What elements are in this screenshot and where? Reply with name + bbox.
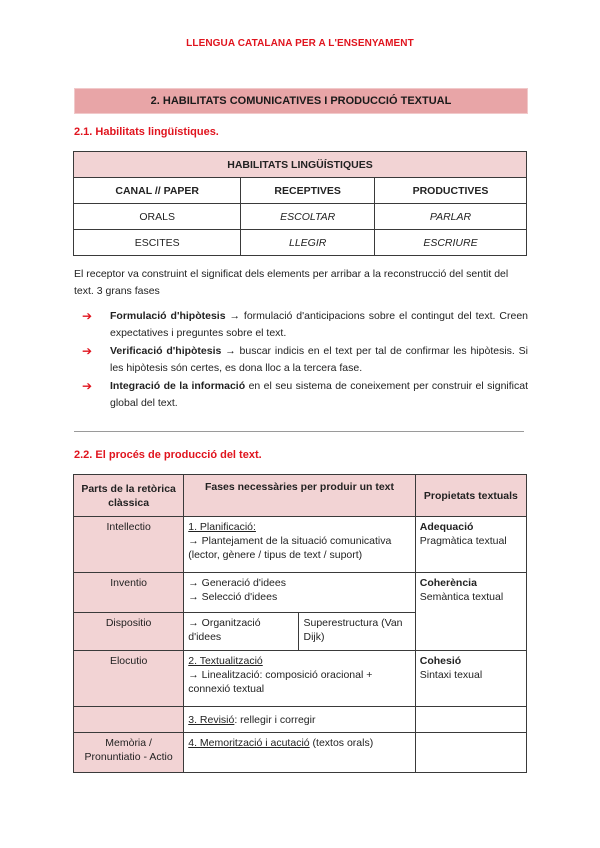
arrow-right-icon: ➔	[82, 379, 93, 393]
phase-line: : rellegir i corregir	[234, 713, 316, 726]
table-row	[74, 573, 527, 613]
table-cell: LLEGIR	[241, 230, 375, 256]
phase-cell	[184, 707, 416, 733]
subheading-2-1: 2.1. Habilitats lingüístiques.	[74, 126, 219, 138]
header-cell: CANAL // PAPER	[74, 178, 241, 204]
phase-title: 2. Textualització	[188, 655, 263, 667]
phase-term: Verificació d'hipòtesis	[110, 345, 222, 357]
property-title: Adequació	[419, 521, 474, 533]
table-row	[74, 651, 527, 707]
property-cell	[415, 517, 526, 573]
table-header-row	[74, 475, 527, 517]
table-cell: ESCRIURE	[374, 230, 526, 256]
rhetoric-part-cell: Inventio	[74, 573, 184, 613]
property-desc: Pragmàtica textual	[419, 535, 507, 547]
subheading-2-2: 2.2. El procés de producció del text.	[74, 449, 262, 461]
phase-title: 3. Revisió	[188, 713, 235, 726]
table-row	[74, 733, 527, 773]
table-row	[74, 707, 527, 733]
rhetoric-part-cell	[74, 707, 184, 733]
phase-term: Formulació d'hipòtesis	[110, 310, 226, 322]
text-production-table	[73, 474, 527, 773]
table-cell: ORALS	[74, 204, 241, 230]
list-item	[74, 343, 528, 377]
phase-title: 1. Planificació:	[188, 521, 256, 533]
phase-description: → buscar indicis en el text per tal de confirmar les hipòtesis. Si les hipòtesis són certes, es dona lloc a la tercera fase.	[110, 345, 528, 374]
header-cell: Propietats textuals	[415, 475, 526, 517]
header-cell: PRODUCTIVES	[374, 178, 526, 204]
horizontal-divider	[74, 431, 524, 432]
phase-line: → Selecció d'idees	[188, 591, 278, 603]
phase-cell: Superestructura (Van Dijk)	[299, 613, 415, 651]
table-row	[74, 517, 527, 573]
phase-line: → Linealització: composició oracional + connexió textual	[188, 669, 373, 695]
property-desc: Sintaxi texual	[419, 669, 483, 681]
property-cell	[415, 573, 526, 651]
document-header: LLENGUA CATALANA PER A L'ENSENYAMENT	[186, 38, 414, 49]
arrow-right-icon: ➔	[82, 309, 93, 323]
header-cell: RECEPTIVES	[241, 178, 375, 204]
property-desc: Semàntica textual	[419, 591, 504, 603]
table-cell: ESCOLTAR	[241, 204, 375, 230]
table-title: HABILITATS LINGÜÍSTIQUES	[74, 152, 527, 178]
table-header-row	[74, 178, 527, 204]
list-item	[74, 308, 528, 342]
table-row	[74, 204, 527, 230]
phases-list	[74, 308, 528, 413]
list-item	[74, 378, 528, 412]
phase-line: → Generació d'idees	[188, 577, 286, 589]
property-cell	[415, 707, 526, 733]
phase-cell	[184, 733, 416, 773]
section-title-banner: 2. HABILITATS COMUNICATIVES I PRODUCCIÓ TEXTUAL	[74, 88, 528, 114]
phase-line: (lector, gènere / tipus de text / suport)	[188, 549, 363, 561]
property-cell	[415, 733, 526, 773]
property-cell	[415, 651, 526, 707]
rhetoric-part-cell: Dispositio	[74, 613, 184, 651]
intro-paragraph: El receptor va construint el significat dels elements per arribar a la reconstrucció del sentit del text. 3 grans fases	[74, 268, 509, 297]
phase-cell	[184, 517, 416, 573]
table-cell: ESCITES	[74, 230, 241, 256]
property-title: Coherència	[419, 577, 477, 589]
phase-title: 4. Memorització i acutació	[188, 737, 310, 749]
table-row	[74, 230, 527, 256]
phase-cell	[184, 573, 416, 613]
table-cell: PARLAR	[374, 204, 526, 230]
property-title: Cohesió	[419, 655, 462, 667]
header-cell: Parts de la retòrica clàssica	[74, 475, 184, 517]
rhetoric-part-cell: Intellectio	[74, 517, 184, 573]
phase-cell: → Organització d'idees	[184, 613, 299, 651]
phase-description: → formulació d'anticipacions sobre el contingut del text. Creen expectatives i preguntes sobre el text.	[110, 310, 528, 339]
phase-cell	[184, 651, 416, 707]
linguistic-skills-table	[73, 151, 527, 256]
phase-line: → Plantejament de la situació comunicativa	[188, 535, 392, 547]
phase-line: (textos orals)	[309, 737, 374, 749]
header-cell: Fases necessàries per produir un text	[184, 475, 416, 517]
phase-term: Integració de la informació	[110, 380, 246, 392]
arrow-right-icon: ➔	[82, 344, 93, 358]
rhetoric-part-cell: Memòria / Pronuntiatio - Actio	[74, 733, 184, 773]
rhetoric-part-cell: Elocutio	[74, 651, 184, 707]
phase-description: en el seu sistema de coneixement per construir el significat global del text.	[110, 380, 528, 409]
